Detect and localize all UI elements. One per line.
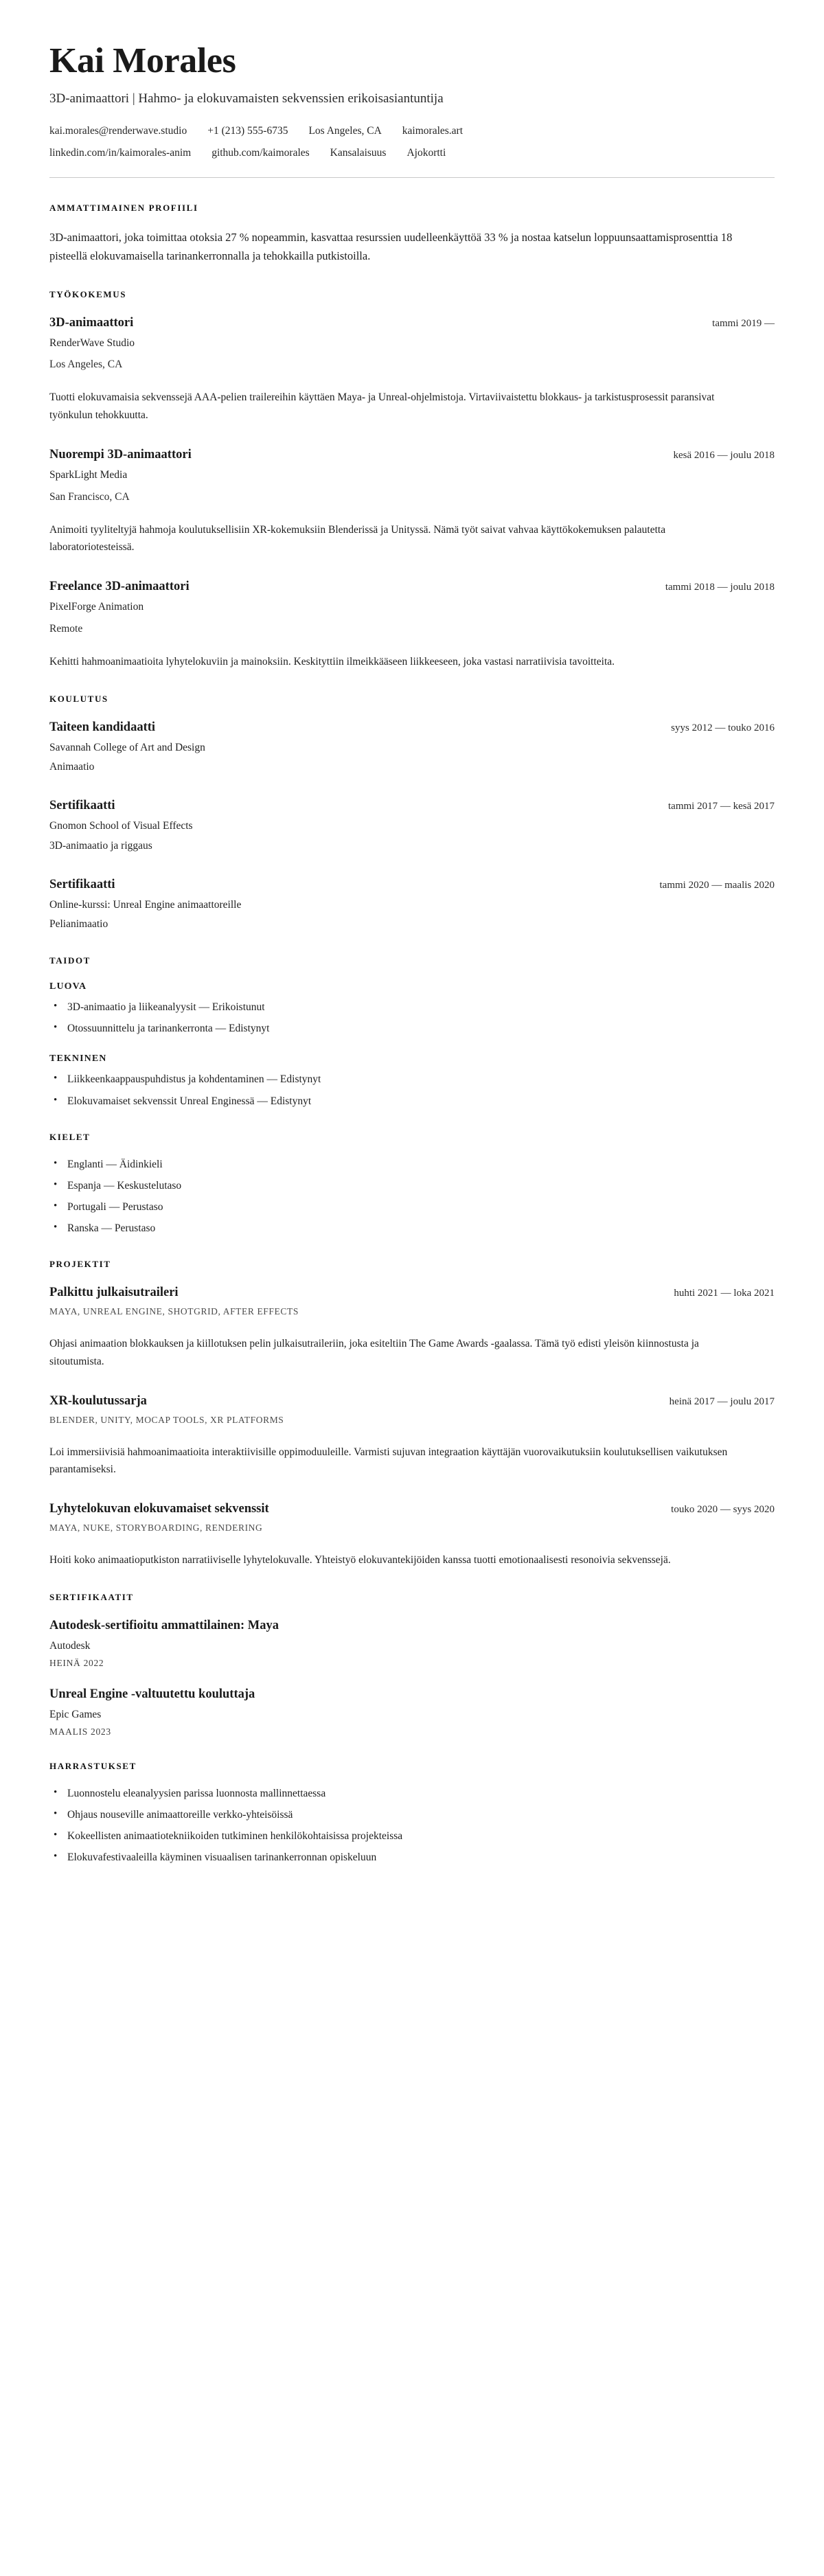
experience-location: Remote bbox=[49, 622, 83, 635]
skill-item: • Otossuunnittelu ja tarinankerronta — Edistynyt bbox=[67, 1022, 775, 1036]
project-date: touko 2020 — syys 2020 bbox=[671, 1503, 775, 1515]
education-school: Gnomon School of Visual Effects bbox=[49, 820, 193, 832]
experience-company: SparkLight Media bbox=[49, 468, 128, 481]
contact-drivers-license: Ajokortti bbox=[407, 147, 446, 159]
skill-item: • Elokuvamaiset sekvenssit Unreal Enginessä — Edistynyt bbox=[67, 1095, 775, 1108]
project-date: huhti 2021 — loka 2021 bbox=[674, 1288, 775, 1299]
project-date: heinä 2017 — joulu 2017 bbox=[669, 1395, 775, 1407]
section-title-interests: HARRASTUKSET bbox=[49, 1760, 137, 1771]
experience-date: tammi 2018 — joulu 2018 bbox=[665, 581, 775, 593]
interest-item: • Elokuvafestivaaleilla käyminen visuaalisen tarinankerronnan opiskeluun bbox=[67, 1851, 775, 1865]
education-entry-head bbox=[49, 877, 775, 893]
skill-item: • 3D-animaatio ja liikeanalyysit — Erikoistunut bbox=[67, 1001, 775, 1014]
section-title-certifications: SERTIFIKAATIT bbox=[49, 1592, 134, 1603]
education-entry bbox=[49, 798, 775, 854]
certification-entry bbox=[49, 1618, 775, 1669]
experience-entry-head bbox=[49, 447, 775, 463]
education-date: syys 2012 — touko 2016 bbox=[671, 722, 775, 733]
language-list bbox=[49, 1158, 775, 1236]
experience-location: San Francisco, CA bbox=[49, 490, 130, 503]
project-entry bbox=[49, 1501, 775, 1569]
project-name: Lyhytelokuvan elokuvamaiset sekvenssit bbox=[49, 1501, 269, 1516]
skill-group-technical bbox=[49, 1053, 775, 1108]
project-description: Ohjasi animaation blokkauksen ja kiillotuksen pelin julkaisutraileriin, joka esiteltiin The Game Awards -gaalassa. Tämä työ edisti yleisön kiinnostusta ja sitoutumista. bbox=[49, 1338, 699, 1367]
header-divider bbox=[49, 177, 775, 178]
experience-description: Animoiti tyyliteltyjä hahmoja koulutuksellisiin XR-kokemuksiin Blenderissä ja Unityssä. Nämä työt saivat vahvaa käyttökokemuksen palautetta laboratoriotesteissä. bbox=[49, 523, 666, 553]
section-title-experience: TYÖKOKEMUS bbox=[49, 288, 127, 299]
project-tags: BLENDER, UNITY, MOCAP TOOLS, XR PLATFORMS bbox=[49, 1414, 284, 1425]
candidate-name: Kai Morales bbox=[49, 41, 236, 80]
language-item: • Portugali — Perustaso bbox=[67, 1200, 775, 1214]
project-entry-head bbox=[49, 1285, 775, 1301]
interest-item: • Luonnostelu eleanalyysien parissa luonnosta mallinnettaessa bbox=[67, 1787, 775, 1801]
skill-group-name: LUOVA bbox=[49, 981, 87, 992]
section-languages bbox=[49, 1132, 775, 1236]
certification-name: Autodesk-sertifioitu ammattilainen: Maya bbox=[49, 1619, 279, 1633]
experience-location: Los Angeles, CA bbox=[49, 358, 123, 371]
contact-phone[interactable]: +1 (213) 555-6735 bbox=[207, 125, 288, 137]
education-field: Pelianimaatio bbox=[49, 918, 108, 931]
contact-row-secondary bbox=[49, 147, 775, 159]
language-item: • Englanti — Äidinkieli bbox=[67, 1158, 775, 1172]
interest-item: • Kokeellisten animaatiotekniikoiden tutkiminen henkilökohtaisissa projekteissa bbox=[67, 1830, 775, 1843]
certification-entry bbox=[49, 1687, 775, 1737]
section-certifications bbox=[49, 1592, 775, 1737]
experience-date: kesä 2016 — joulu 2018 bbox=[673, 449, 775, 461]
skill-list bbox=[49, 1073, 775, 1108]
section-experience bbox=[49, 289, 775, 670]
experience-entry-head bbox=[49, 579, 775, 595]
experience-description: Kehitti hahmoanimaatioita lyhytelokuviin ja mainoksiin. Keskityttiin ilmeikkääseen liikkeeseen, joka vastasi narratiivisia tavoitteita. bbox=[49, 655, 615, 668]
project-name: Palkittu julkaisutraileri bbox=[49, 1286, 179, 1300]
education-entry bbox=[49, 720, 775, 775]
education-school: Savannah College of Art and Design bbox=[49, 741, 205, 753]
section-skills bbox=[49, 955, 775, 1108]
interest-item: • Ohjaus nouseville animaattoreille verkko-yhteisöissä bbox=[67, 1808, 775, 1822]
experience-description: Tuotti elokuvamaisia sekvenssejä AAA-pelien trailereihin käyttäen Maya- ja Unreal-ohjelmistoja. Virtaviivaistettu blokkaus- ja tarkistusprosessit paransivat työnkulun tehokkuutta. bbox=[49, 391, 715, 421]
project-tags: MAYA, UNREAL ENGINE, SHOTGRID, AFTER EFFECTS bbox=[49, 1306, 299, 1317]
experience-role: Freelance 3D-animaattori bbox=[49, 579, 190, 593]
skill-group-creative bbox=[49, 981, 775, 1036]
section-education bbox=[49, 694, 775, 933]
section-summary bbox=[49, 203, 775, 265]
interest-list bbox=[49, 1787, 775, 1865]
project-description: Hoiti koko animaatioputkiston narratiiviselle lyhytelokuvalle. Yhteistyö elokuvantekijöiden kanssa tuotti emotionaalisesti resonoivia sekvenssejä. bbox=[49, 1554, 671, 1566]
skill-group-name: TEKNINEN bbox=[49, 1053, 107, 1064]
education-date: tammi 2020 — maalis 2020 bbox=[659, 879, 775, 891]
experience-entry bbox=[49, 579, 775, 670]
project-name: XR-koulutussarja bbox=[49, 1393, 147, 1408]
project-entry-head bbox=[49, 1501, 775, 1517]
resume-header bbox=[49, 43, 775, 159]
contact-citizenship: Kansalaisuus bbox=[330, 147, 387, 159]
education-school: Online-kurssi: Unreal Engine animaattoreille bbox=[49, 898, 242, 911]
summary-text: 3D-animaattori, joka toimittaa otoksia 27 % nopeammin, kasvattaa resurssien uudelleenkäyttöä 33 % ja nostaa katselun loppuunsaattamisprosenttia 18 pisteellä elokuvamaisella tarinankerronnalla ja tehokkailla putkistoilla. bbox=[49, 231, 733, 262]
project-entry bbox=[49, 1393, 775, 1478]
education-entry bbox=[49, 877, 775, 933]
section-title-languages: KIELET bbox=[49, 1131, 91, 1142]
experience-entry bbox=[49, 315, 775, 424]
education-field: 3D-animaatio ja riggaus bbox=[49, 839, 152, 852]
section-title-projects: PROJEKTIT bbox=[49, 1259, 111, 1270]
project-entry-head bbox=[49, 1393, 775, 1409]
section-title-skills: TAIDOT bbox=[49, 955, 91, 966]
skill-item: • Liikkeenkaappauspuhdistus ja kohdentaminen — Edistynyt bbox=[67, 1073, 775, 1086]
education-entry-head bbox=[49, 720, 775, 736]
contact-github[interactable]: github.com/kaimorales bbox=[211, 147, 310, 159]
contact-linkedin[interactable]: linkedin.com/in/kaimorales-anim bbox=[49, 147, 192, 159]
skill-list bbox=[49, 1001, 775, 1036]
experience-role: Nuorempi 3D-animaattori bbox=[49, 447, 192, 461]
education-degree: Sertifikaatti bbox=[49, 799, 115, 813]
certification-issuer: Autodesk bbox=[49, 1640, 91, 1652]
section-title-education: KOULUTUS bbox=[49, 693, 108, 704]
experience-company: PixelForge Animation bbox=[49, 600, 144, 613]
education-date: tammi 2017 — kesä 2017 bbox=[668, 801, 775, 812]
contact-email[interactable]: kai.morales@renderwave.studio bbox=[49, 125, 187, 137]
certification-date: HEINÄ 2022 bbox=[49, 1658, 104, 1669]
experience-entry bbox=[49, 447, 775, 556]
language-item: • Ranska — Perustaso bbox=[67, 1222, 775, 1235]
contact-row-primary bbox=[49, 125, 775, 137]
project-entry bbox=[49, 1285, 775, 1369]
certification-issuer: Epic Games bbox=[49, 1709, 102, 1721]
certification-date: MAALIS 2023 bbox=[49, 1726, 111, 1737]
education-entry-head bbox=[49, 798, 775, 814]
language-item: • Espanja — Keskustelutaso bbox=[67, 1179, 775, 1193]
section-title-summary: AMMATTIMAINEN PROFIILI bbox=[49, 203, 198, 214]
section-projects bbox=[49, 1259, 775, 1569]
education-degree: Sertifikaatti bbox=[49, 877, 115, 891]
contact-website[interactable]: kaimorales.art bbox=[402, 125, 464, 137]
project-tags: MAYA, NUKE, STORYBOARDING, RENDERING bbox=[49, 1523, 263, 1534]
candidate-headline: 3D-animaattori | Hahmo- ja elokuvamaisten sekvenssien erikoisasiantuntija bbox=[49, 91, 444, 106]
section-interests bbox=[49, 1761, 775, 1865]
certification-name: Unreal Engine -valtuutettu kouluttaja bbox=[49, 1687, 255, 1702]
education-degree: Taiteen kandidaatti bbox=[49, 720, 156, 734]
experience-company: RenderWave Studio bbox=[49, 337, 135, 349]
project-description: Loi immersiivisiä hahmoanimaatioita interaktiivisille oppimoduuleille. Varmisti sujuvan integraation käyttäjän vuorovaikutuksiin koulutuksellisen vaikutuksen parantamiseksi. bbox=[49, 1446, 728, 1475]
contact-location: Los Angeles, CA bbox=[308, 125, 382, 137]
education-field: Animaatio bbox=[49, 761, 95, 773]
experience-entry-head bbox=[49, 315, 775, 331]
experience-role: 3D-animaattori bbox=[49, 315, 134, 330]
experience-date: tammi 2019 — bbox=[712, 317, 775, 329]
